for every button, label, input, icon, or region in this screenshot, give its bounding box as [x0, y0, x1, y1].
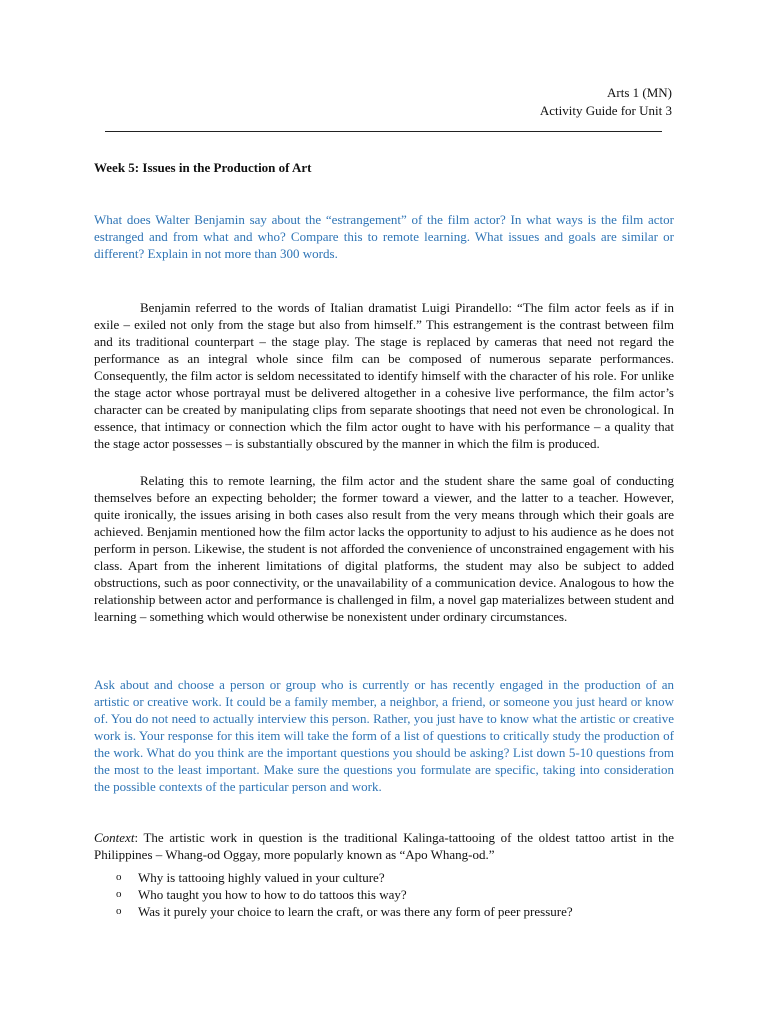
context-text: : The artistic work in question is the traditional Kalinga-tattooing of the oldest tattoo artist in the Philippines – Whang-od Oggay, more popularly known as “Apo Whang-od.” [94, 830, 674, 862]
question-text: Why is tattooing highly valued in your culture? [138, 870, 385, 885]
list-item [116, 886, 676, 903]
list-item [116, 903, 676, 920]
context-label: Context [94, 830, 135, 845]
header-divider [105, 131, 662, 132]
question-2: Ask about and choose a person or group who is currently or has recently engaged in the production of an artistic or creative work. It could be a family member, a neighbor, a friend, or someone you just heard or know of. You do not need to actually interview this person. Rather, you just have to know what the artistic or creative work is. Your response for this item will take the form of a list of questions to critically study the production of the work. What do you think are the important questions you should be asking? List down 5-10 questions from the most to the least important. Make sure the questions you formulate are specific, taking into consideration the possible contexts of the particular person and work. [94, 677, 674, 794]
answer-paragraph-2: Relating this to remote learning, the film actor and the student share the same goal of conducting themselves before an expecting beholder; the former toward a viewer, and the latter to a teacher. However, quite ironically, the issues arising in both cases also result from the very means through which their goals are achieved. Benjamin mentioned how the film actor lacks the opportunity to adjust to his audience as he does not perform in person. Likewise, the student is not afforded the convenience of unconstrained engagement with his class. Apart from the inherent limitations of digital platforms, the student may also be subject to added obstructions, such as poor connectivity, or the unavailability of a communication device. Analogous to how the relationship between actor and performance is challenged in film, a novel gap materializes between student and learning – something which would otherwise be nonexistent under ordinary circumstances. [94, 473, 674, 624]
context-paragraph [94, 829, 674, 863]
guide-title: Activity Guide for Unit 3 [539, 103, 672, 118]
course-code: Arts 1 (MN) [607, 85, 672, 100]
question-text: Was it purely your choice to learn the craft, or was there any form of peer pressure? [138, 904, 573, 919]
list-item [116, 869, 676, 886]
bullet-icon: o [116, 871, 122, 883]
bullet-icon: o [116, 888, 122, 900]
question-1: What does Walter Benjamin say about the “estrangement” of the film actor? In what ways is the film actor estranged and from what and who? Compare this to remote learning. What issues and goals are similar or different? Explain in not more than 300 words. [94, 212, 674, 261]
question-text: Who taught you how to how to do tattoos this way? [138, 887, 407, 902]
question-list [116, 869, 676, 920]
answer-paragraph-1: Benjamin referred to the words of Italian dramatist Luigi Pirandello: “The film actor feels as if in exile – exiled not only from the stage but also from himself.” This estrangement is the contrast between film and its traditional counterpart – the stage play. The stage is replaced by cameras that need not regard the performance as an integral whole since film can be composed of numerous separate performances. Consequently, the film actor is seldom necessitated to identify himself with the character of his role. For unlike the stage actor whose portrayal must be delivered altogether in a cohesive live performance, the film actor’s character can be created by manipulating clips from separate shootings that need not even be chronological. In essence, that intimacy or connection which the film actor ought to have with his performance – a quality that the stage actor possesses – is substantially obscured by the manner in which the film is produced. [94, 300, 674, 451]
page-header [540, 84, 672, 120]
bullet-icon: o [116, 905, 122, 917]
week-title: Week 5: Issues in the Production of Art [94, 160, 312, 175]
